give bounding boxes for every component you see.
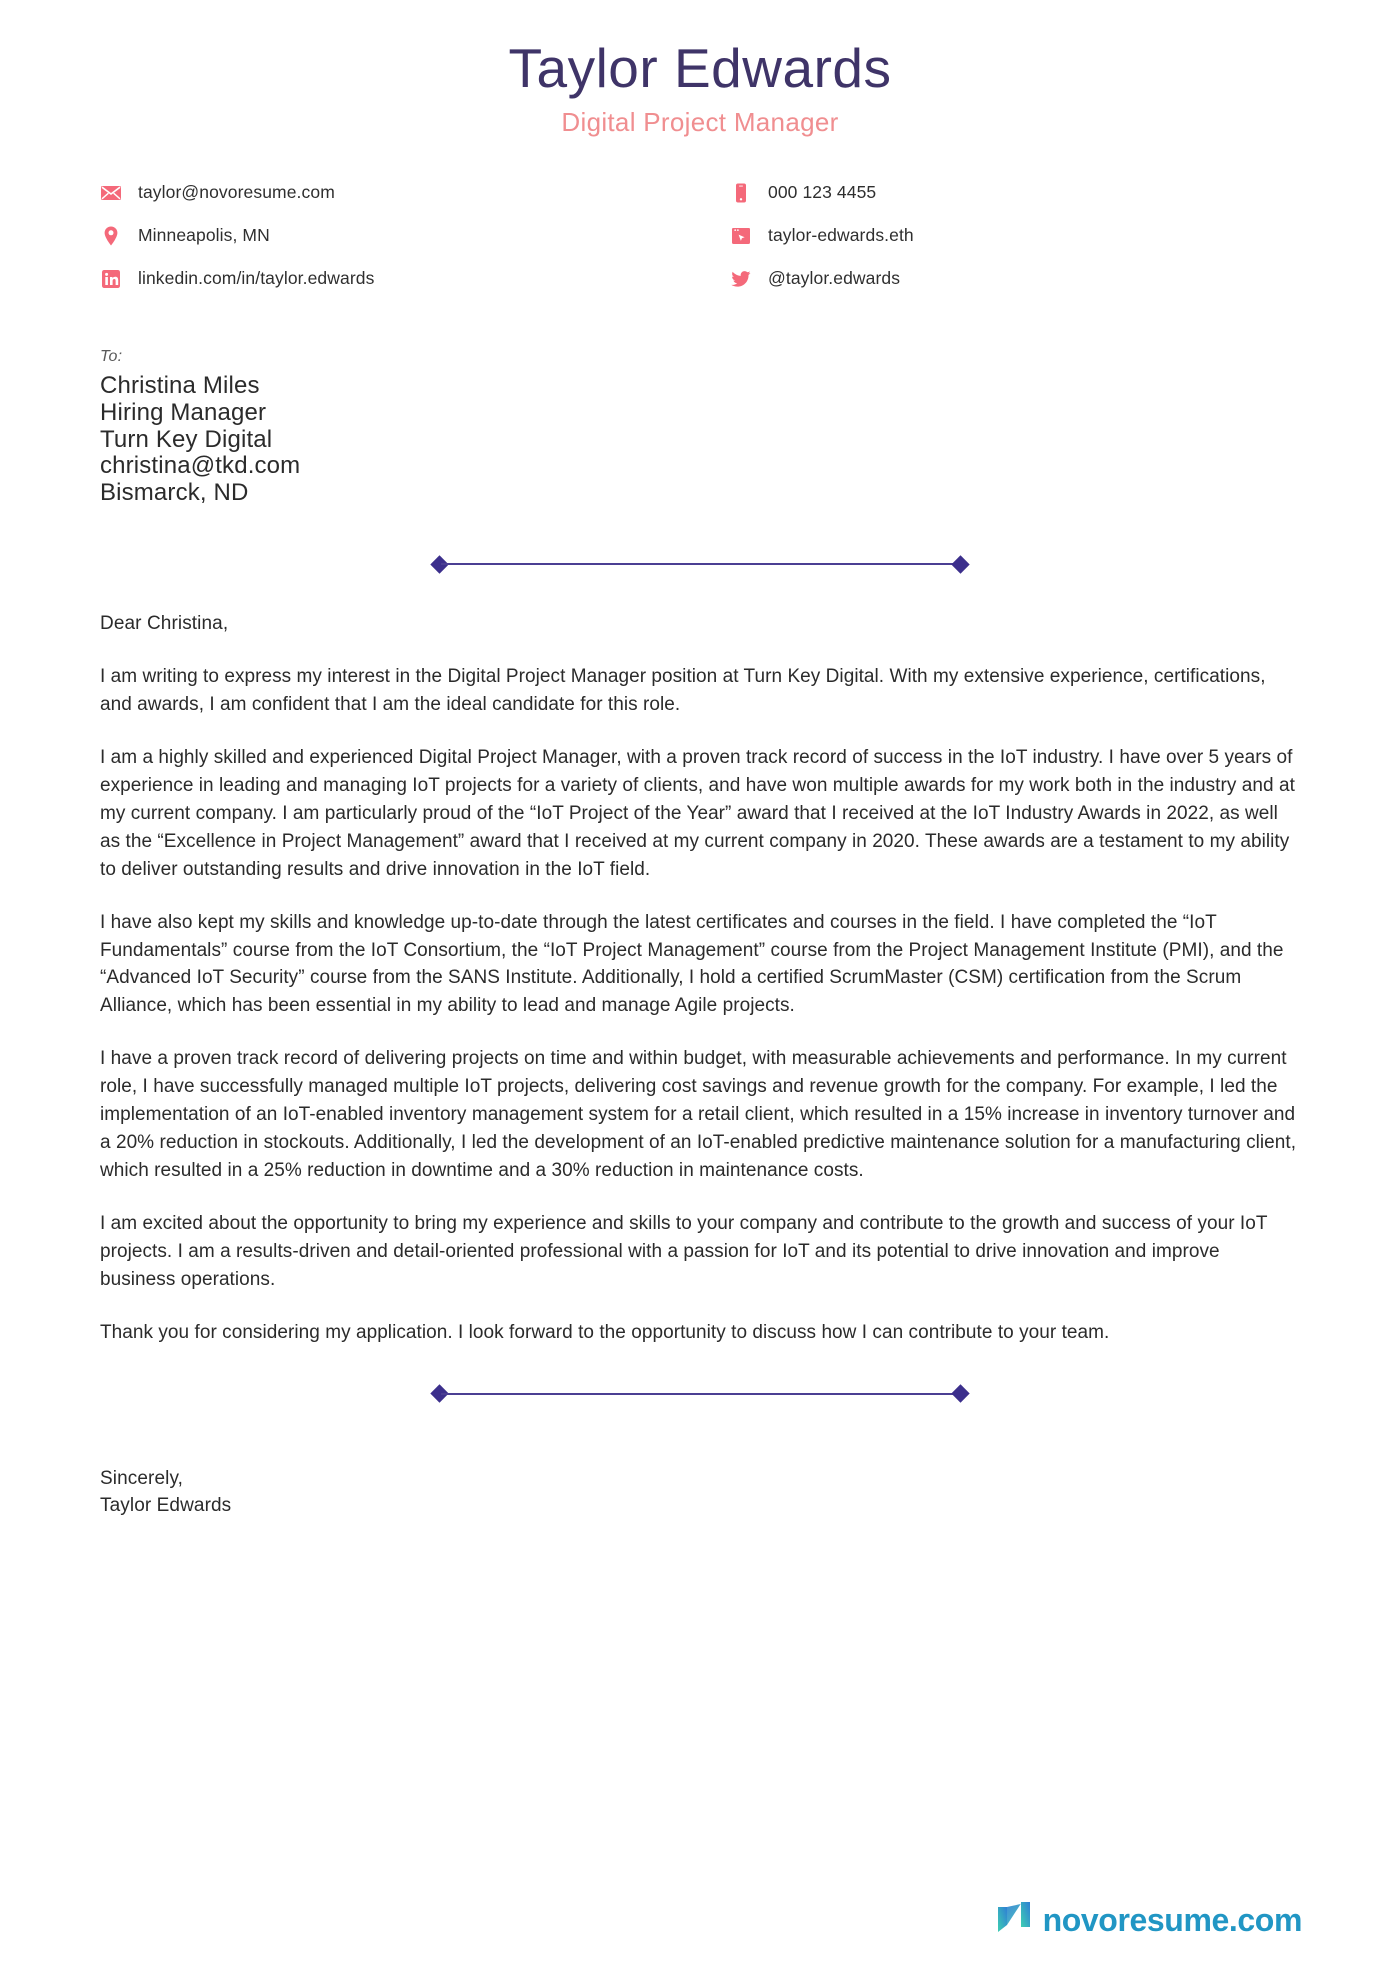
contact-item-twitter[interactable] bbox=[730, 268, 1300, 290]
linkedin-icon bbox=[100, 268, 122, 290]
novoresume-mark-icon bbox=[994, 1898, 1034, 1941]
letter-paragraph: I am writing to express my interest in the Digital Project Manager position at Turn Key Digital. With my extensive experience, certifications, and awards, I am confident that I am the ideal candidate for this role. bbox=[100, 666, 1266, 716]
letter-paragraph: I have also kept my skills and knowledge up-to-date through the latest certificates and courses in the field. I have completed the “IoT Fundamentals” course from the IoT Consortium, the “IoT Project Management” course from the Project Management Institute (PMI), and the “Advanced IoT Security” course from the SANS Institute. Additionally, I hold a certified ScrumMaster (CSM) certification from the Scrum Alliance, which has been essential in my ability to lead and manage Agile projects. bbox=[100, 911, 1284, 1017]
divider-bottom bbox=[0, 1385, 1400, 1403]
recipient-block bbox=[0, 348, 1400, 507]
contact-value-phone: 000 123 4455 bbox=[768, 182, 877, 203]
recipient-location: Bismarck, ND bbox=[100, 479, 249, 507]
recipient-role: Hiring Manager bbox=[100, 398, 267, 426]
divider-top bbox=[0, 555, 1400, 573]
diamond-icon-right bbox=[951, 555, 969, 573]
applicant-job-title: Digital Project Manager bbox=[561, 106, 839, 137]
location-icon bbox=[100, 225, 122, 247]
contact-value-linkedin: linkedin.com/in/taylor.edwards bbox=[138, 268, 375, 289]
novoresume-logo[interactable] bbox=[994, 1898, 1302, 1941]
letter-body bbox=[0, 613, 1400, 1346]
diamond-divider bbox=[433, 555, 967, 573]
contact-value-website: taylor-edwards.eth bbox=[768, 225, 914, 246]
signoff-closing: Sincerely, bbox=[100, 1467, 184, 1489]
letter-paragraph: I am excited about the opportunity to bring my experience and skills to your company and contribute to the growth and success of your IoT projects. I am a results-driven and detail-oriented professional with a passion for IoT and its potential to drive innovation and improve business operations. bbox=[100, 1212, 1268, 1290]
contact-value-email: taylor@novoresume.com bbox=[138, 182, 335, 203]
contact-item-email[interactable] bbox=[100, 182, 730, 204]
divider-line bbox=[441, 1393, 959, 1395]
letter-header bbox=[0, 0, 1400, 138]
divider-line bbox=[441, 563, 959, 565]
contact-details bbox=[0, 182, 1400, 290]
recipient-name: Christina Miles bbox=[100, 371, 260, 399]
twitter-icon bbox=[730, 268, 752, 290]
signoff-name: Taylor Edwards bbox=[100, 1495, 232, 1517]
phone-icon bbox=[730, 182, 752, 204]
diamond-icon-right bbox=[951, 1384, 969, 1402]
signoff-block bbox=[0, 1465, 1400, 1520]
brand-name: novoresume bbox=[1042, 1901, 1229, 1938]
diamond-divider bbox=[433, 1385, 967, 1403]
contact-item-linkedin[interactable] bbox=[100, 268, 730, 290]
contact-item-website[interactable] bbox=[730, 225, 1300, 247]
novoresume-wordmark bbox=[1042, 1901, 1302, 1938]
brand-tld: .com bbox=[1228, 1901, 1302, 1938]
website-icon bbox=[730, 225, 752, 247]
envelope-icon bbox=[100, 182, 122, 204]
letter-paragraph: Thank you for considering my application. I look forward to the opportunity to discuss how I can contribute to your team. bbox=[100, 1321, 1110, 1343]
letter-paragraph: I have a proven track record of delivering projects on time and within budget, with measurable achievements and performance. In my current role, I have successfully managed multiple IoT projects, delivering cost savings and revenue growth for the company. For example, I led the implementation of an IoT-enabled inventory management system for a retail client, which resulted in a 15% increase in inventory turnover and a 20% reduction in stockouts. Additionally, I led the development of an IoT-enabled predictive maintenance solution for a manufacturing client, which resulted in a 25% reduction in downtime and a 30% reduction in maintenance costs. bbox=[100, 1048, 1297, 1181]
recipient-company: Turn Key Digital bbox=[100, 425, 273, 453]
salutation: Dear Christina, bbox=[100, 613, 229, 635]
applicant-name: Taylor Edwards bbox=[508, 37, 892, 99]
contact-item-phone[interactable] bbox=[730, 182, 1300, 204]
letter-paragraph: I am a highly skilled and experienced Digital Project Manager, with a proven track record of success in the IoT industry. I have over 5 years of experience in leading and managing IoT projects for a variety of clients, and have won multiple awards for my work both in the industry and at my current company. I am particularly proud of the “IoT Project of the Year” award that I received at the IoT Industry Awards in 2022, as well as the “Excellence in Project Management” award that I received at my current company in 2020. These awards are a testament to my ability to deliver outstanding results and drive innovation in the IoT field. bbox=[100, 746, 1295, 880]
contact-value-location: Minneapolis, MN bbox=[138, 225, 270, 246]
recipient-label: To: bbox=[100, 347, 123, 365]
recipient-email: christina@tkd.com bbox=[100, 452, 301, 480]
contact-item-location[interactable] bbox=[100, 225, 730, 247]
contact-value-twitter: @taylor.edwards bbox=[768, 268, 901, 289]
